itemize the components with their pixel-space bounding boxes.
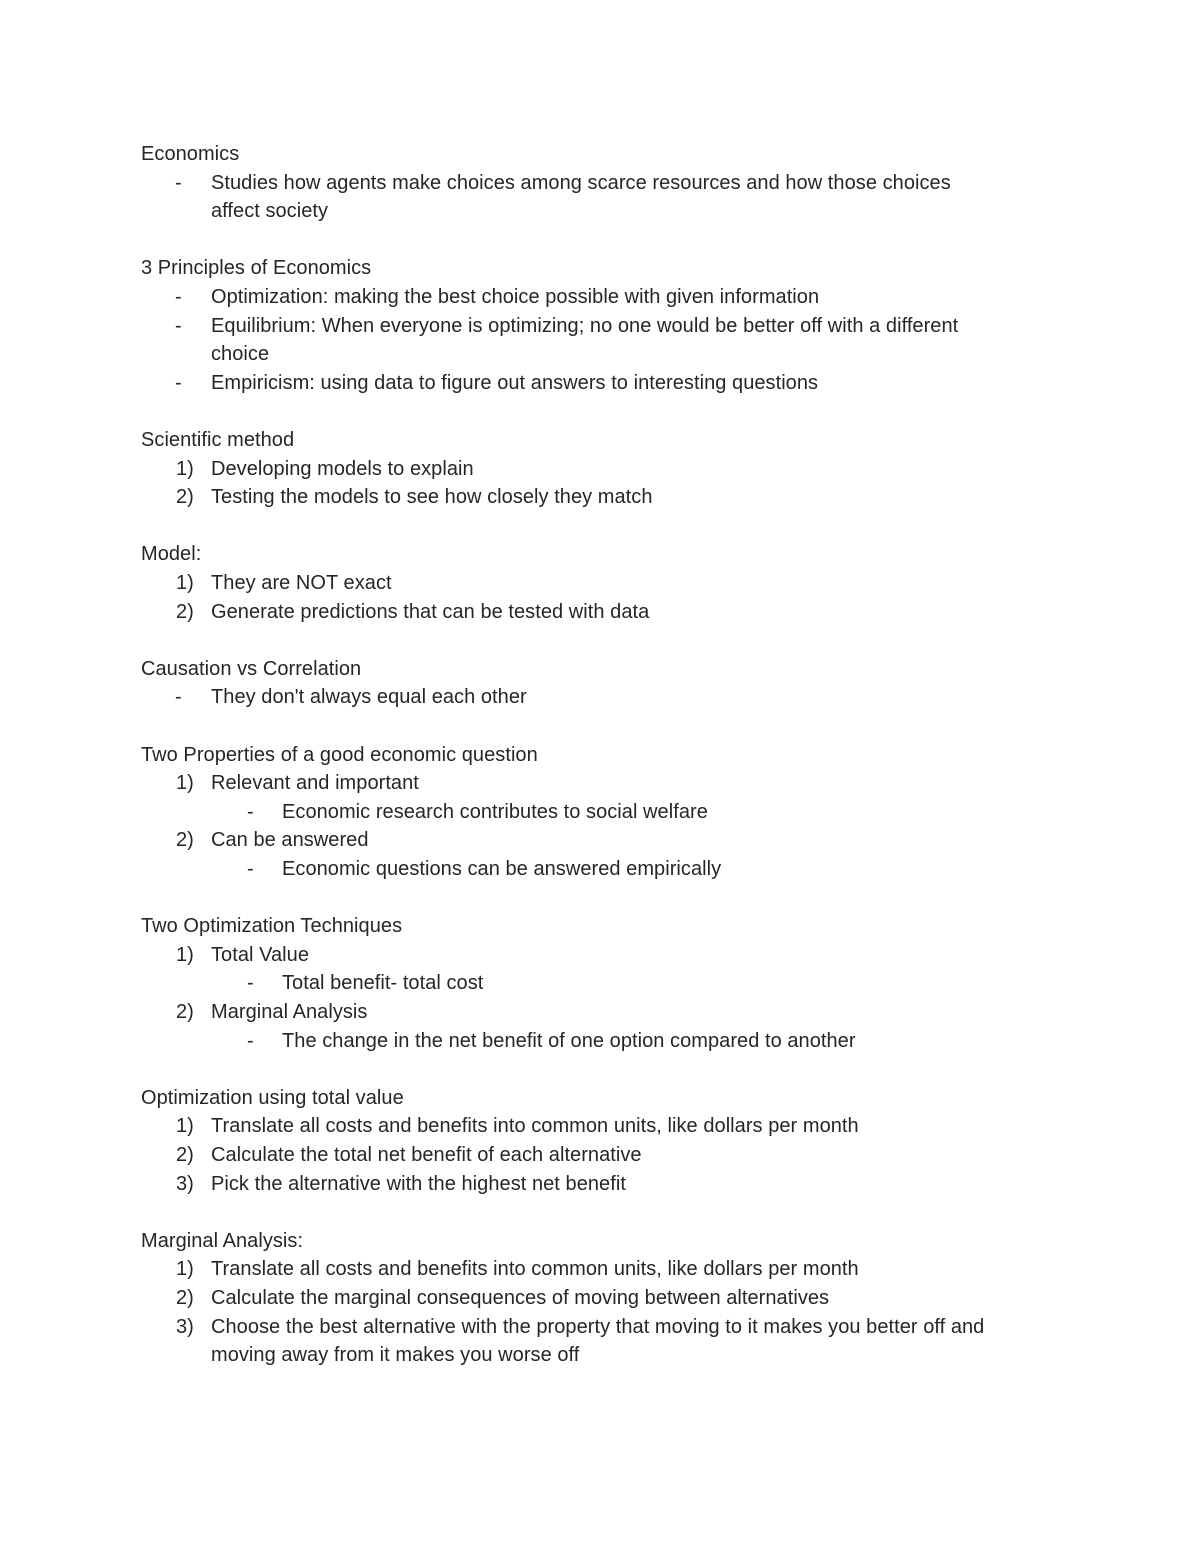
list-marker: 2)	[176, 486, 194, 509]
section-heading: Two Optimization Techniques	[141, 915, 403, 938]
list-marker: 1)	[176, 943, 194, 966]
list-marker: 1)	[176, 1115, 194, 1138]
list-item-text: moving away from it makes you worse off	[211, 1344, 580, 1367]
sub-bullet-marker: -	[247, 800, 254, 823]
list-item-text: Translate all costs and benefits into common units, like dollars per month	[211, 1258, 859, 1281]
list-item-text: Equilibrium: When everyone is optimizing; no one would be better off with a different	[211, 314, 959, 337]
list-item-text: Pick the alternative with the highest net benefit	[211, 1172, 626, 1195]
section-heading: Marginal Analysis:	[141, 1229, 304, 1252]
list-item-text: Choose the best alternative with the property that moving to it makes you better off and	[211, 1315, 985, 1338]
sub-list-item-text: Economic questions can be answered empirically	[282, 858, 722, 880]
sub-list-item-text: Economic research contributes to social welfare	[282, 800, 708, 823]
list-marker: -	[175, 686, 182, 709]
list-item-text: Developing models to explain	[211, 457, 474, 480]
section-heading: 3 Principles of Economics	[141, 257, 372, 280]
section-heading: Optimization using total value	[141, 1086, 404, 1109]
list-marker: 1)	[176, 1258, 194, 1281]
section-heading: Economics	[141, 143, 240, 165]
list-item-text: Relevant and important	[211, 772, 419, 795]
section-heading: Model:	[141, 543, 202, 566]
list-item-text: Calculate the total net benefit of each alternative	[211, 1144, 642, 1166]
list-marker: -	[175, 371, 182, 394]
list-item-text: Calculate the marginal consequences of moving between alternatives	[211, 1287, 830, 1309]
list-item-text: They don't always equal each other	[211, 686, 527, 709]
list-item-text: Generate predictions that can be tested with data	[211, 600, 650, 623]
list-item-text: Studies how agents make choices among scarce resources and how those choices	[211, 171, 951, 194]
list-marker: 2)	[176, 1144, 194, 1166]
section-heading: Two Properties of a good economic question	[141, 743, 538, 766]
list-marker: 2)	[176, 600, 194, 623]
list-marker: 2)	[176, 1001, 194, 1023]
list-marker: -	[175, 171, 182, 194]
list-item-text: Marginal Analysis	[211, 1001, 368, 1023]
sub-bullet-marker: -	[247, 972, 254, 995]
list-marker: 3)	[176, 1172, 194, 1195]
list-item-text: Can be answered	[211, 829, 369, 852]
sub-bullet-marker: -	[247, 1029, 254, 1052]
list-item-text: Optimization: making the best choice possible with given information	[211, 286, 820, 308]
list-item-text: Empiricism: using data to figure out answers to interesting questions	[211, 371, 819, 394]
list-marker: 1)	[176, 457, 194, 480]
list-marker: -	[175, 314, 182, 337]
sub-bullet-marker: -	[247, 858, 254, 880]
list-item-text: Testing the models to see how closely they match	[211, 486, 653, 509]
sub-list-item-text: The change in the net benefit of one option compared to another	[282, 1029, 856, 1052]
sub-list-item-text: Total benefit- total cost	[282, 972, 484, 995]
list-marker: 2)	[176, 829, 194, 852]
list-item-text: Total Value	[211, 943, 310, 966]
list-marker: 1)	[176, 572, 194, 594]
list-item-text: Translate all costs and benefits into common units, like dollars per month	[211, 1115, 859, 1138]
list-marker: 1)	[176, 772, 194, 795]
list-marker: 3)	[176, 1315, 194, 1338]
section-heading: Scientific method	[141, 429, 295, 451]
list-marker: 2)	[176, 1287, 194, 1309]
section-heading: Causation vs Correlation	[141, 657, 362, 680]
list-item-text: affect society	[211, 200, 329, 223]
list-item-text: choice	[211, 343, 270, 366]
list-marker: -	[175, 286, 182, 308]
list-item-text: They are NOT exact	[211, 572, 392, 594]
